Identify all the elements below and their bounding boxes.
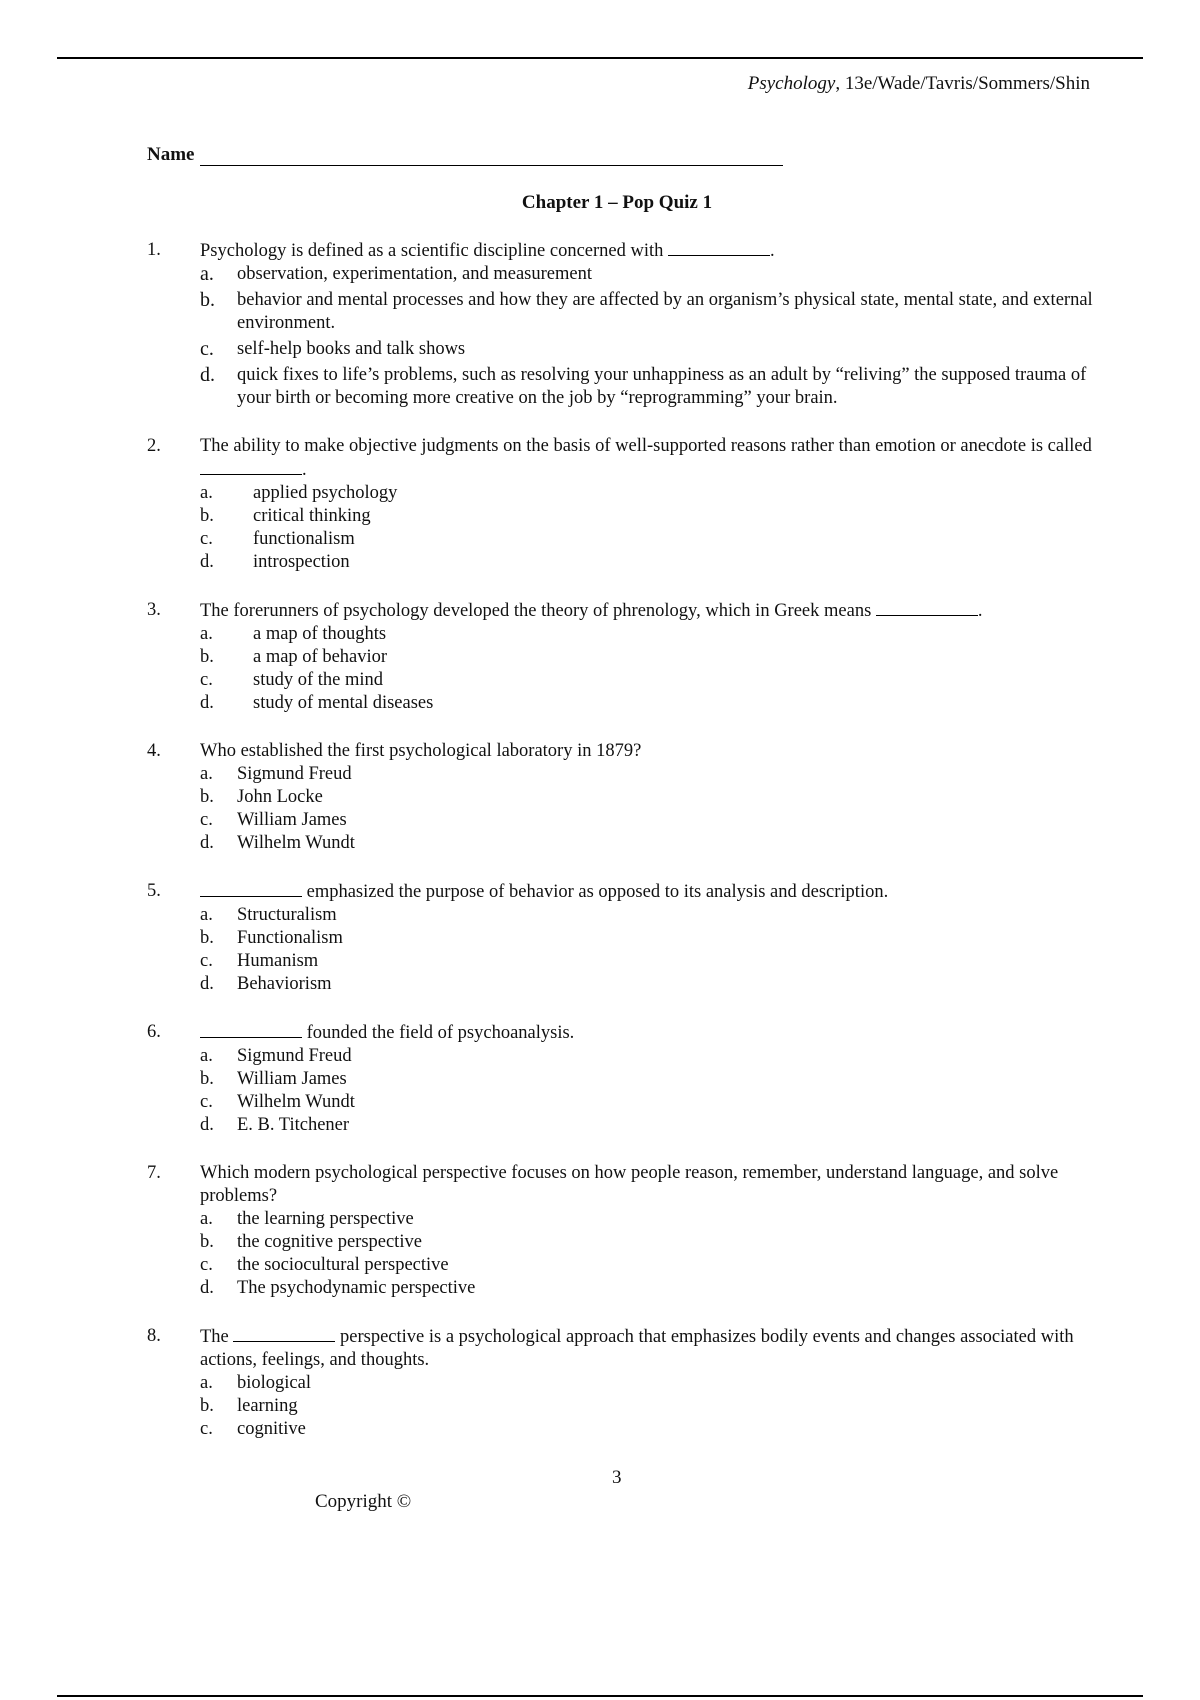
question-3 [147, 599, 1097, 715]
answer-blank [200, 1021, 302, 1038]
option-letter: a. [200, 624, 213, 644]
option-letter: d. [200, 833, 214, 853]
option-text: observation, experimentation, and measurement [237, 264, 592, 284]
top-rule [57, 57, 1143, 59]
option-text: self-help books and talk shows [237, 339, 466, 359]
option-letter: b. [200, 289, 215, 311]
option-text: study of mental diseases [253, 693, 434, 713]
option-c [200, 1091, 1097, 1114]
question-number: 7. [147, 1163, 161, 1183]
option-a [200, 1372, 1097, 1395]
option-a [200, 1045, 1097, 1068]
option-d [200, 692, 1097, 715]
option-a [200, 263, 1097, 286]
option-letter: b. [200, 928, 214, 948]
option-text: John Locke [237, 787, 323, 807]
question-number: 5. [147, 881, 161, 901]
option-letter: a. [200, 483, 213, 503]
answer-blank [200, 458, 302, 475]
quiz-title: Chapter 1 – Pop Quiz 1 [521, 192, 713, 213]
option-list [147, 904, 1097, 996]
name-field [147, 144, 783, 166]
question-stem [200, 1325, 1097, 1372]
question-stem [200, 239, 1097, 263]
option-d [200, 973, 1097, 996]
option-text: Wilhelm Wundt [237, 1092, 355, 1112]
question-number: 8. [147, 1326, 161, 1346]
option-a [200, 482, 1097, 505]
option-text: The psychodynamic perspective [237, 1278, 476, 1298]
option-letter: c. [200, 1419, 213, 1439]
option-text: learning [237, 1396, 298, 1416]
option-letter: b. [200, 787, 214, 807]
option-letter: b. [200, 506, 214, 526]
option-text: Structuralism [237, 905, 337, 925]
option-letter: c. [200, 338, 214, 360]
option-letter: a. [200, 1373, 213, 1393]
question-5 [147, 880, 1097, 996]
question-6 [147, 1021, 1097, 1137]
bottom-rule [57, 1695, 1143, 1697]
option-letter: b. [200, 1069, 214, 1089]
option-letter: c. [200, 1092, 213, 1112]
option-letter: c. [200, 951, 213, 971]
question-number: 3. [147, 600, 161, 620]
option-letter: c. [200, 810, 213, 830]
option-b [200, 927, 1097, 950]
question-stem [200, 599, 1097, 623]
stem-text-after: . [770, 241, 775, 261]
option-text: William James [237, 1069, 347, 1089]
stem-text-after: perspective is a psychological approach that emphasizes bodily events and changes associated with actions, feelings, and thoughts. [200, 1327, 1074, 1370]
option-d [200, 364, 1097, 410]
option-letter: a. [200, 764, 213, 784]
option-letter: d. [200, 552, 214, 572]
option-letter: c. [200, 1255, 213, 1275]
option-text: study of the mind [253, 670, 384, 690]
question-stem [200, 880, 1097, 904]
option-letter: a. [200, 1046, 213, 1066]
option-d [200, 1277, 1097, 1300]
option-text: applied psychology [253, 483, 398, 503]
stem-text-after: founded the field of psychoanalysis. [302, 1023, 575, 1043]
option-text: the sociocultural perspective [237, 1255, 449, 1275]
option-b [200, 786, 1097, 809]
option-list [147, 482, 1097, 574]
name-label: Name [147, 144, 195, 165]
option-b [200, 289, 1097, 335]
option-text: introspection [253, 552, 350, 572]
stem-text-after: . [977, 601, 983, 621]
option-a [200, 1208, 1097, 1231]
answer-blank [200, 880, 302, 897]
book-title: Psychology [747, 73, 836, 94]
question-1 [147, 239, 1097, 410]
option-list [147, 623, 1097, 715]
option-list [147, 1372, 1097, 1441]
option-text: E. B. Titchener [237, 1115, 350, 1135]
stem-text: Psychology is defined as a scientific discipline concerned with [200, 241, 669, 261]
book-details: , 13e/Wade/Tavris/Sommers/Shin [835, 73, 1090, 94]
option-b [200, 1395, 1097, 1418]
option-list [147, 1045, 1097, 1137]
page-number: 3 [612, 1467, 622, 1488]
answer-blank [233, 1325, 335, 1342]
option-a [200, 763, 1097, 786]
option-a [200, 904, 1097, 927]
option-a [200, 623, 1097, 646]
question-stem [200, 1021, 1097, 1045]
stem-text: The [200, 1327, 234, 1347]
question-stem: Who established the first psychological laboratory in 1879? [200, 741, 642, 761]
question-stem: Which modern psychological perspective focuses on how people reason, remember, understand language, and solve problems? [200, 1163, 1059, 1206]
option-letter: b. [200, 1232, 214, 1252]
option-text: Functionalism [237, 928, 343, 948]
question-number: 1. [147, 240, 161, 260]
option-letter: d. [200, 974, 214, 994]
copyright-notice: Copyright © [315, 1491, 412, 1512]
option-letter: d. [200, 364, 215, 386]
question-2 [147, 435, 1097, 574]
option-letter: d. [200, 693, 214, 713]
option-letter: d. [200, 1115, 214, 1135]
option-text: functionalism [253, 529, 355, 549]
answer-blank [668, 239, 770, 256]
stem-text-after: . [302, 460, 307, 480]
option-text: a map of thoughts [253, 624, 387, 644]
option-letter: b. [200, 647, 214, 667]
stem-text-after: emphasized the purpose of behavior as opposed to its analysis and description. [302, 882, 889, 902]
stem-text: The ability to make objective judgments on the basis of well-supported reasons rather than emotion or anecdote is called [200, 436, 1092, 456]
name-blank-line [200, 145, 783, 166]
option-c [200, 1418, 1097, 1441]
option-b [200, 1231, 1097, 1254]
question-8 [147, 1325, 1097, 1441]
option-d [200, 832, 1097, 855]
option-c [200, 950, 1097, 973]
option-text: Wilhelm Wundt [237, 833, 355, 853]
option-b [200, 1068, 1097, 1091]
option-c [200, 669, 1097, 692]
option-letter: d. [200, 1278, 214, 1298]
option-text: cognitive [237, 1419, 306, 1439]
question-number: 2. [147, 436, 161, 456]
option-list [147, 1208, 1097, 1300]
option-letter: c. [200, 529, 213, 549]
option-b [200, 505, 1097, 528]
option-letter: a. [200, 263, 214, 285]
option-c [200, 528, 1097, 551]
option-text: biological [237, 1373, 311, 1393]
option-c [200, 1254, 1097, 1277]
question-7 [147, 1162, 1097, 1300]
question-number: 6. [147, 1022, 161, 1042]
option-text: Humanism [237, 951, 319, 971]
option-c [200, 338, 1097, 361]
running-header [748, 73, 1090, 95]
option-list [147, 763, 1097, 855]
option-d [200, 1114, 1097, 1137]
option-letter: b. [200, 1396, 214, 1416]
option-b [200, 646, 1097, 669]
option-text: quick fixes to life’s problems, such as resolving your unhappiness as an adult by “reliving” the supposed trauma of your birth or becoming more creative on the job by “reprogramming” your brain. [237, 365, 1087, 408]
option-text: a map of behavior [253, 647, 388, 667]
option-text: the learning perspective [237, 1209, 414, 1229]
question-number: 4. [147, 741, 161, 761]
answer-blank [876, 599, 978, 616]
option-text: Behaviorism [237, 974, 332, 994]
question-stem [200, 435, 1097, 482]
option-text: Sigmund Freud [237, 764, 352, 784]
option-text: critical thinking [253, 506, 371, 526]
option-c [200, 809, 1097, 832]
option-letter: a. [200, 1209, 213, 1229]
option-letter: a. [200, 905, 213, 925]
option-list [147, 263, 1097, 410]
option-text: Sigmund Freud [237, 1046, 352, 1066]
option-text: behavior and mental processes and how they are affected by an organism’s physical state, mental state, and external environment. [237, 290, 1093, 333]
option-text: William James [237, 810, 347, 830]
option-letter: c. [200, 670, 213, 690]
question-4 [147, 740, 1097, 855]
question-list [147, 239, 1097, 1466]
option-d [200, 551, 1097, 574]
stem-text: The forerunners of psychology developed the theory of phrenology, which in Greek means [200, 601, 876, 621]
option-text: the cognitive perspective [237, 1232, 422, 1252]
